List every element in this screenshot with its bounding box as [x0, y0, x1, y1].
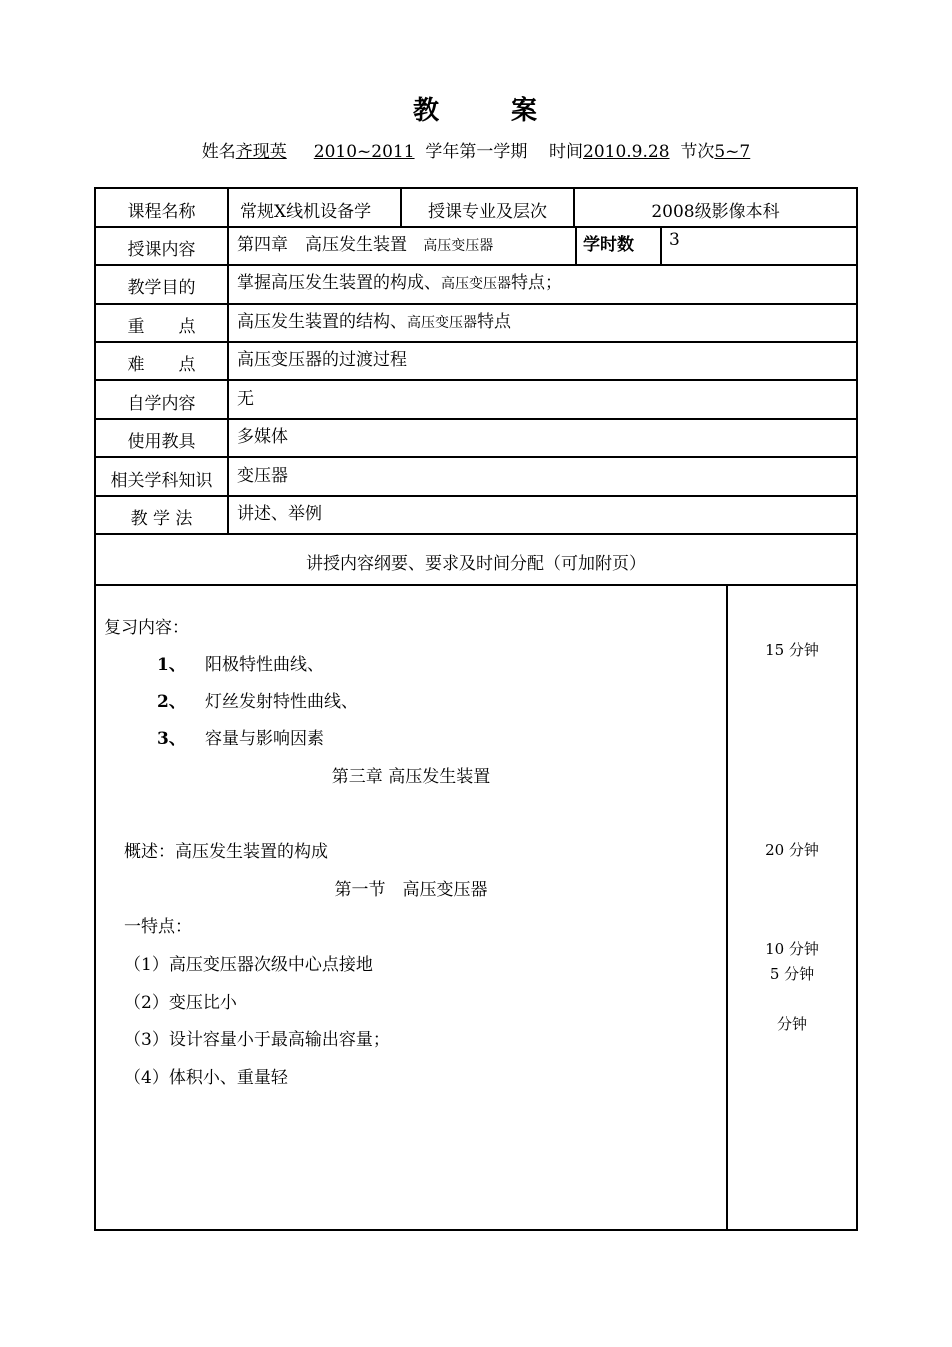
feature-item: （2）变压比小: [124, 993, 237, 1013]
overview-text: 概述：高压发生装置的构成: [124, 842, 328, 862]
time-allocation: 5 分钟: [769, 965, 815, 983]
name-label: 姓名: [201, 142, 236, 162]
time-allocation: 15 分钟: [765, 641, 819, 659]
review-heading: 复习内容：: [104, 618, 189, 638]
difficulty-value: 高压变压器的过渡过程: [237, 350, 407, 370]
self-study-label: 自学内容: [127, 394, 196, 414]
content-label: 授课内容: [127, 240, 196, 260]
feature-item: （1）高压变压器次级中心点接地: [124, 955, 373, 975]
feature-item: （4）体积小、重量轻: [124, 1068, 288, 1088]
difficulty-label: 难 点: [127, 355, 196, 375]
related-knowledge-label: 相关学科知识: [110, 471, 213, 491]
title-char-2: 案: [511, 96, 540, 126]
feature-item: （3）设计容量小于最高输出容量；: [124, 1030, 390, 1050]
review-item-text: 阳极特性曲线、: [205, 655, 324, 675]
major-label: 授课专业及层次: [428, 202, 547, 222]
key-points-label: 重 点: [127, 317, 196, 337]
hours-value: 3: [669, 230, 680, 250]
teaching-tools-value: 多媒体: [237, 427, 288, 447]
review-item-num: 2、: [157, 692, 186, 712]
review-item-num: 1、: [157, 655, 186, 675]
section-title: 第一节 高压变压器: [334, 880, 488, 900]
term-text: 学年第一学期: [425, 142, 528, 162]
time-allocation: 分钟: [776, 1015, 807, 1033]
outline-heading: 讲授内容纲要、要求及时间分配（可加附页）: [306, 554, 646, 574]
self-study-value: 无: [237, 389, 254, 409]
objective-value: [237, 268, 562, 293]
content-value-main: 第四章 高压发生装置: [237, 235, 407, 255]
review-item-num: 3、: [157, 729, 186, 749]
features-heading: 一特点：: [124, 917, 192, 937]
time-allocation: 20 分钟: [765, 841, 819, 859]
chapter-title: 第三章 高压发生装置: [331, 767, 491, 787]
objective-value-end: 特点；: [511, 273, 562, 293]
content-value: [237, 230, 493, 255]
header-line: [0, 137, 952, 162]
time-label: 时间: [549, 142, 583, 162]
name-value: 齐现英: [235, 142, 287, 162]
time-value: 2010.9.28: [583, 142, 670, 162]
objective-value-sub: 高压变压器: [441, 276, 511, 292]
key-points-value: [237, 307, 511, 332]
teaching-method-label: 教 学 法: [130, 509, 193, 529]
document-title: [0, 90, 952, 127]
review-item-text: 灯丝发射特性曲线、: [205, 692, 358, 712]
year-value: 2010~2011: [313, 142, 415, 162]
review-item-text: 容量与影响因素: [205, 729, 324, 749]
objective-value-main: 掌握高压发生装置的构成、: [237, 273, 441, 293]
period-value: 5~7: [714, 142, 751, 162]
objective-label: 教学目的: [127, 278, 196, 298]
key-value-sub: 高压变压器: [407, 315, 477, 331]
key-value-end: 特点: [477, 312, 511, 332]
course-name-label: 课程名称: [127, 202, 196, 222]
teaching-tools-label: 使用教具: [127, 432, 196, 452]
related-knowledge-value: 变压器: [237, 466, 288, 486]
title-char-1: 教: [412, 96, 441, 126]
key-value-main: 高压发生装置的结构、: [237, 312, 407, 332]
hours-label: 学时数: [583, 235, 634, 255]
teaching-method-value: 讲述、举例: [237, 504, 322, 524]
major-value: 2008级影像本科: [651, 202, 780, 222]
time-allocation: 10 分钟: [765, 940, 819, 958]
period-label: 节次: [680, 142, 715, 162]
content-value-sub: 高压变压器: [423, 238, 494, 254]
course-name-value: 常规X线机设备学: [240, 202, 372, 222]
